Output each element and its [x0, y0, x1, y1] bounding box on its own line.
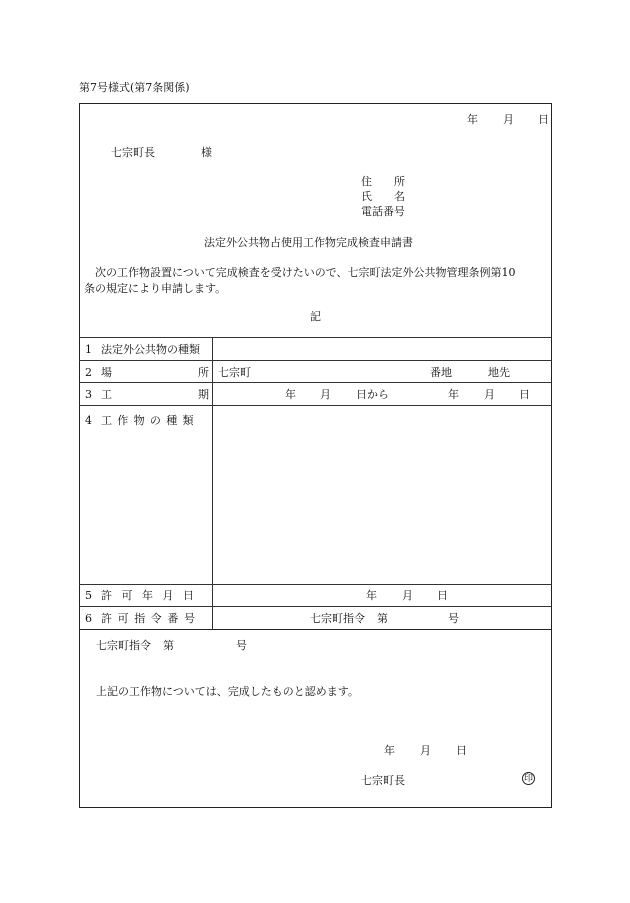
approval-statement: 上記の工作物については、完成したものと認めます。: [96, 685, 359, 698]
addressee-honorific: 様: [201, 146, 212, 159]
row-divider-5: [79, 606, 552, 607]
row6-go: 号: [448, 612, 459, 625]
row6-number: 6: [85, 612, 92, 625]
row3-start-year: 年: [285, 388, 296, 401]
ki-mark: 記: [310, 310, 321, 323]
row1-label: 法定外公共物の種類: [101, 343, 200, 356]
row3-label-a: 工: [101, 388, 112, 401]
row4-number: 4: [85, 414, 92, 427]
approval-prefix: 七宗町指令: [96, 639, 151, 652]
approval-dai: 第: [163, 639, 174, 652]
row2-banchi: 番地: [430, 366, 452, 379]
row-divider-4: [79, 584, 552, 585]
row4-label: 工作物の種類: [101, 414, 199, 427]
table-bottom-line: [79, 629, 552, 630]
row3-end-month: 月: [484, 388, 495, 401]
body-line-1: 次の工作物設置について完成検査を受けたいので、七宗町法定外公共物管理条例第10: [95, 266, 516, 279]
approval-go: 号: [236, 639, 247, 652]
row2-label-b: 所: [198, 366, 209, 379]
document-title: 法定外公共物占使用工作物完成検査申請書: [204, 236, 413, 249]
row2-chisaki: 地先: [488, 366, 510, 379]
form-number: 第7号様式(第7条関係): [79, 81, 190, 94]
row-divider-1: [79, 360, 552, 361]
applicant-address-label: 住 所: [361, 175, 405, 188]
applicant-name-label: 氏 名: [361, 190, 405, 203]
addressee-name: 七宗町長: [111, 146, 155, 159]
row-divider-3: [79, 405, 552, 406]
approval-year: 年: [384, 744, 395, 757]
date-month: 月: [503, 113, 514, 126]
approval-day: 日: [456, 744, 467, 757]
date-year: 年: [467, 113, 478, 126]
row5-month: 月: [402, 589, 413, 602]
table-column-divider: [212, 337, 213, 629]
row3-number: 3: [85, 388, 92, 401]
row3-end-year: 年: [448, 388, 459, 401]
row3-label-b: 期: [198, 388, 209, 401]
seal-mark: 印: [523, 774, 533, 784]
row2-number: 2: [85, 366, 92, 379]
row1-number: 1: [85, 343, 92, 356]
approval-month: 月: [420, 744, 431, 757]
row6-prefix: 七宗町指令: [310, 612, 365, 625]
row6-dai: 第: [377, 612, 388, 625]
row6-label: 許可指令番号: [101, 612, 201, 625]
date-day: 日: [538, 113, 549, 126]
form-frame: [79, 103, 552, 808]
body-line-2: 条の規定により申請します。: [84, 282, 227, 295]
approval-mayor: 七宗町長: [361, 774, 405, 787]
table-top-line: [79, 337, 552, 338]
row2-label-a: 場: [101, 366, 112, 379]
applicant-phone-label: 電話番号: [361, 205, 405, 218]
row3-start-day: 日から: [356, 388, 389, 401]
row2-town: 七宗町: [218, 366, 251, 379]
row3-end-day: 日: [519, 388, 530, 401]
row5-year: 年: [366, 589, 377, 602]
row3-start-month: 月: [320, 388, 331, 401]
row5-label: 許可年月日: [101, 589, 204, 602]
row5-day: 日: [437, 589, 448, 602]
row-divider-2: [79, 382, 552, 383]
row5-number: 5: [85, 589, 92, 602]
